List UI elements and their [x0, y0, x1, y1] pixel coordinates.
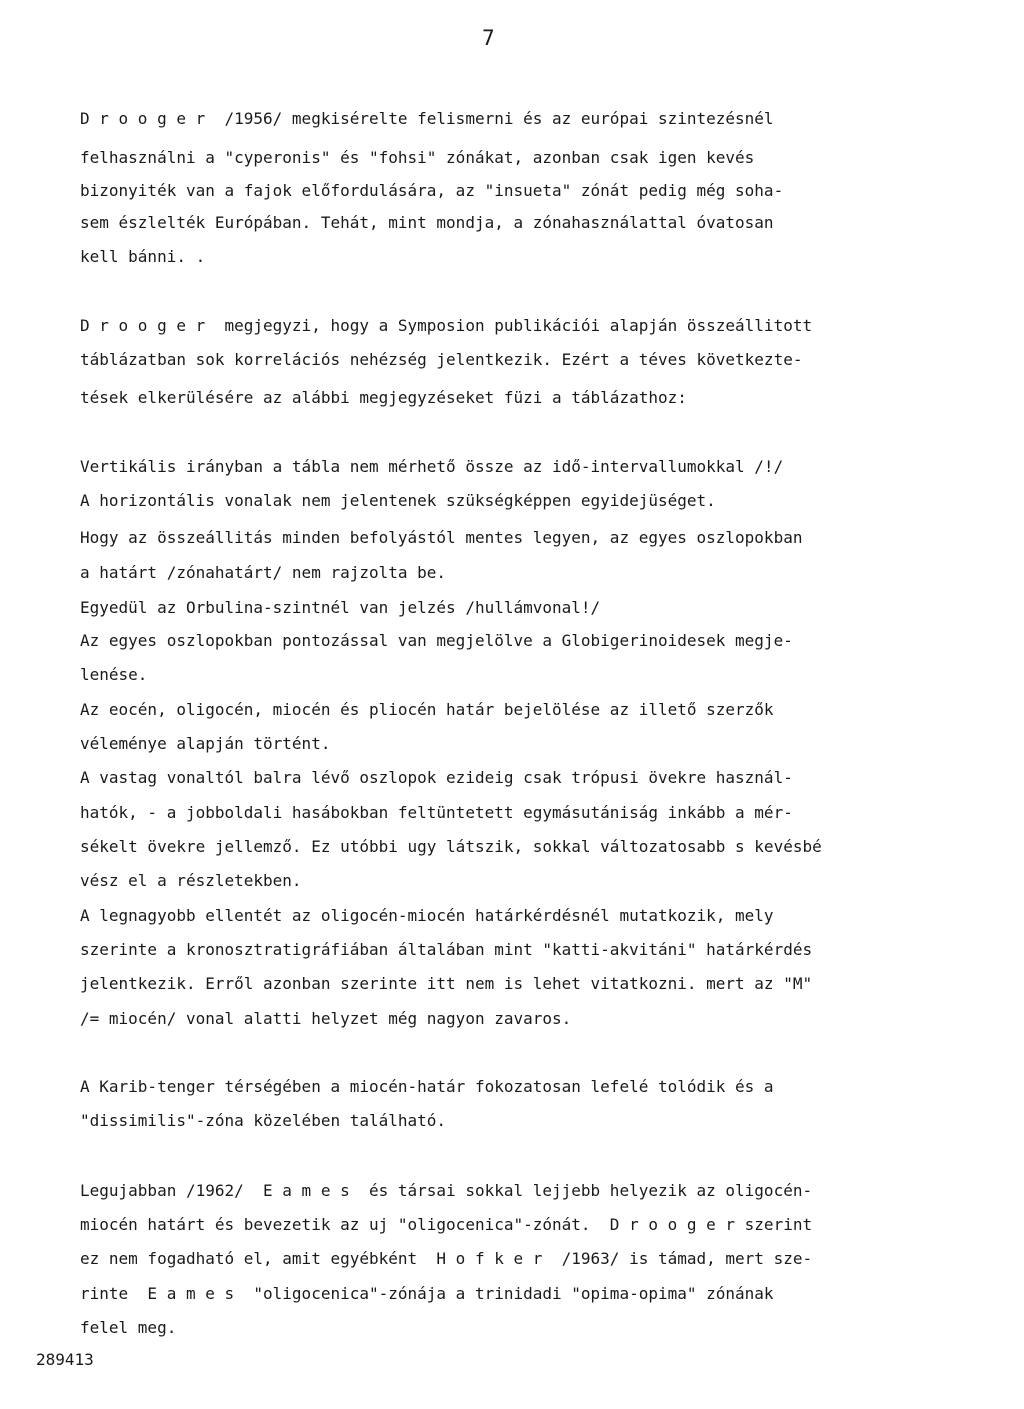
text-line: Az egyes oszlopokban pontozással van megjelölve a Globigerinoidesek megje-: [80, 631, 793, 650]
text-line: sékelt övekre jellemző. Ez utóbbi ugy látszik, sokkal változatosabb s kevésbé: [80, 837, 822, 856]
text-line: vész el a részletekben.: [80, 871, 302, 890]
text-line: tések elkerülésére az alábbi megjegyzéseket füzi a táblázathoz:: [80, 388, 687, 407]
text-line: lenése.: [80, 665, 148, 684]
text-line: ez nem fogadható el, amit egyébként H o f k e r /1963/ is támad, mert sze-: [80, 1249, 813, 1268]
text-line: Egyedül az Orbulina-szintnél van jelzés /hullámvonal!/: [80, 598, 601, 617]
text-line: Vertikális irányban a tábla nem mérhető össze az idő-intervallumokkal /!/: [80, 457, 784, 476]
text-line: Az eocén, oligocén, miocén és pliocén határ bejelölése az illető szerzők: [80, 700, 774, 719]
text-line: A horizontális vonalak nem jelentenek szükségképpen egyidejüséget.: [80, 491, 716, 510]
text-line: A vastag vonaltól balra lévő oszlopok ezideig csak trópusi övekre használ-: [80, 768, 793, 787]
page-number: 7: [482, 26, 495, 50]
text-line: jelentkezik. Erről azonban szerinte itt nem is lehet vitatkozni. mert az "M": [80, 974, 813, 993]
text-line: szerinte a kronosztratigráfiában általában mint "katti-akvitáni" határkérdés: [80, 940, 813, 959]
text-line: a határt /zónahatárt/ nem rajzolta be.: [80, 563, 447, 582]
text-line: kell bánni. .: [80, 247, 206, 266]
text-line: véleménye alapján történt.: [80, 734, 331, 753]
text-line: /= miocén/ vonal alatti helyzet még nagyon zavaros.: [80, 1009, 572, 1028]
text-line: A legnagyobb ellentét az oligocén-miocén határkérdésnél mutatkozik, mely: [80, 906, 774, 925]
text-line: felhasználni a "cyperonis" és "fohsi" zónákat, azonban csak igen kevés: [80, 148, 755, 167]
text-line: Legujabban /1962/ E a m e s és társai sokkal lejjebb helyezik az oligocén-: [80, 1181, 813, 1200]
text-line: D r o o g e r /1956/ megkisérelte felismerni és az európai szintezésnél: [80, 109, 774, 128]
text-line: sem észlelték Európában. Tehát, mint mondja, a zónahasználattal óvatosan: [80, 213, 774, 232]
text-line: D r o o g e r megjegyzi, hogy a Symposion publikációi alapján összeállitott: [80, 316, 813, 335]
text-line: felel meg.: [80, 1318, 177, 1337]
text-line: Hogy az összeállitás minden befolyástól mentes legyen, az egyes oszlopokban: [80, 528, 803, 547]
document-id: 289413: [36, 1350, 94, 1369]
text-line: A Karib-tenger térségében a miocén-határ fokozatosan lefelé tolódik és a: [80, 1077, 774, 1096]
text-line: hatók, - a jobboldali hasábokban feltüntetett egymásutániság inkább a mér-: [80, 803, 793, 822]
text-line: "dissimilis"-zóna közelében található.: [80, 1111, 447, 1130]
text-line: bizonyiték van a fajok előfordulására, az "insueta" zónát pedig még soha-: [80, 181, 784, 200]
text-line: miocén határt és bevezetik az uj "oligocenica"-zónát. D r o o g e r szerint: [80, 1215, 813, 1234]
text-line: táblázatban sok korrelációs nehézség jelentkezik. Ezért a téves következte-: [80, 350, 803, 369]
text-line: rinte E a m e s "oligocenica"-zónája a trinidadi "opima-opima" zónának: [80, 1284, 774, 1303]
